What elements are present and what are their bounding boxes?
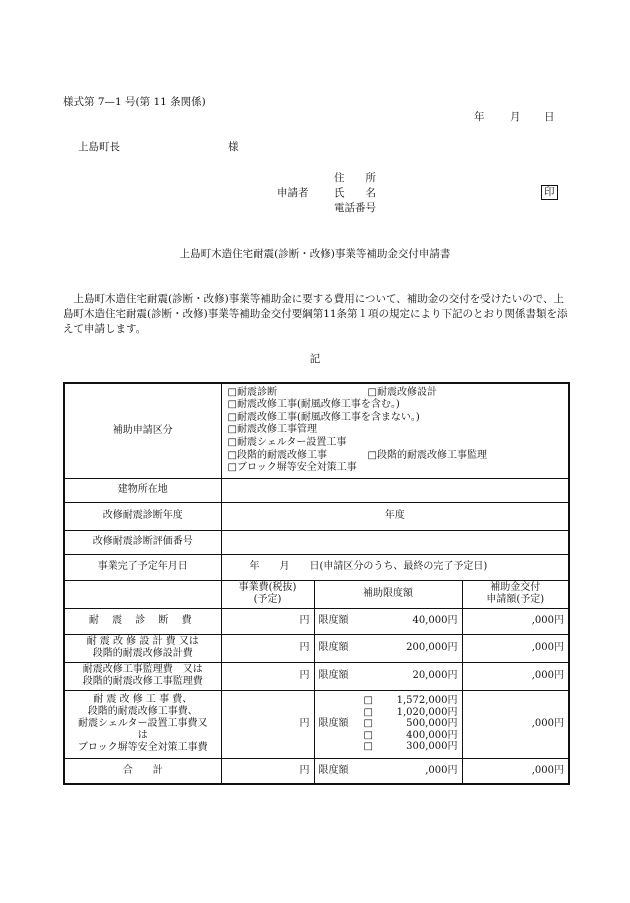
body-paragraph: 上島町木造住宅耐震(診断・改修)事業等補助金に要する費用について、補助金の交付を受けたいので、上島町木造住宅耐震(診断・改修)事業等補助金交付要綱第11条第１項の規定により下記のとおり関係書類を添えて申請します。 <box>63 293 568 335</box>
limit-tier[interactable] <box>364 730 458 742</box>
applicant-label: 申請者 <box>277 187 309 199</box>
tier-value: 400,000円 <box>406 729 458 741</box>
limit-label: 限度額 <box>318 642 349 653</box>
row-name-line: は <box>137 730 148 741</box>
category-options <box>221 383 569 478</box>
tier-checkbox[interactable]: □ <box>363 695 373 707</box>
tier-checkbox[interactable]: □ <box>363 706 373 718</box>
date-year-label: 年 <box>474 111 485 123</box>
cost-cell[interactable]: 円 <box>221 690 314 758</box>
limit-cell <box>314 634 462 662</box>
works-row <box>64 690 569 758</box>
limit-label: 限度額 <box>318 764 349 776</box>
limit-value: 40,000円 <box>412 615 458 626</box>
name-label: 氏 名 <box>334 187 376 199</box>
category-label: 補助申請区分 <box>64 383 221 478</box>
row-name <box>64 634 221 662</box>
limit-tier[interactable] <box>364 741 458 753</box>
application-table <box>63 382 570 785</box>
row-name-line: 耐震改修工事監理費 又は <box>82 664 203 675</box>
row-name-line: 段階的耐震改修設計費 <box>92 648 193 659</box>
option-shelter[interactable]: □耐震シェルター設置工事 <box>227 437 347 449</box>
category-row <box>64 383 569 478</box>
eval-no-field[interactable] <box>221 530 569 554</box>
col-cost-label: 事業費(税抜) <box>238 582 297 593</box>
row-name-line: 耐 震 改 修 設 計 費 又は <box>86 636 199 647</box>
limit-cell <box>314 608 462 634</box>
row-name-line: 耐震シェルター設置工事費又 <box>78 718 208 729</box>
completion-label: 事業完了予定年月日 <box>64 554 221 580</box>
tier-checkbox[interactable]: □ <box>363 729 373 741</box>
col-cost-header <box>221 580 314 608</box>
completion-field[interactable]: 年 月 日(申請区分のうち、最終の完了予定日) <box>221 554 569 580</box>
limit-cell <box>314 690 462 758</box>
table-row <box>64 608 569 634</box>
ki-heading: 記 <box>309 353 321 365</box>
tier-value: 500,000円 <box>406 718 458 730</box>
option-works-management[interactable]: □耐震改修工事管理 <box>227 424 317 436</box>
col-limit-header: 補助限度額 <box>314 580 462 608</box>
apply-cell[interactable]: ,000円 <box>462 608 569 634</box>
eval-no-label: 改修耐震診断評価番号 <box>64 530 221 554</box>
row-name-line: 段階的耐震改修工事監理費 <box>82 676 203 687</box>
tier-checkbox[interactable]: □ <box>363 718 373 730</box>
tier-value: 300,000円 <box>406 741 458 753</box>
total-limit-value: ,000円 <box>425 764 458 776</box>
limit-value: 20,000円 <box>412 670 458 681</box>
option-diagnosis[interactable]: □耐震診断 <box>227 386 277 398</box>
row-name: 耐 震 診 断 費 <box>64 608 221 634</box>
location-label: 建物所在地 <box>64 478 221 502</box>
total-limit-cell <box>314 758 462 784</box>
tier-checkbox[interactable]: □ <box>363 741 373 753</box>
option-block-wall[interactable]: □ブロック塀等安全対策工事 <box>227 462 357 474</box>
cost-cell[interactable]: 円 <box>221 634 314 662</box>
col-apply-label: 補助金交付 <box>490 582 541 593</box>
seal-mark: 印 <box>541 185 558 200</box>
location-field[interactable] <box>221 478 569 502</box>
apply-cell[interactable]: ,000円 <box>462 662 569 690</box>
option-works-with-wind[interactable]: □耐震改修工事(耐風改修工事を含む。) <box>227 399 400 411</box>
option-design[interactable]: □耐震改修設計 <box>367 386 437 398</box>
apply-cell[interactable]: ,000円 <box>462 690 569 758</box>
option-staged-supervision[interactable]: □段階的耐震改修工事監理 <box>367 449 487 461</box>
limit-tier[interactable] <box>364 707 458 719</box>
tier-value: 1,572,000円 <box>396 695 458 707</box>
row-name-line: 段階的耐震改修工事費、 <box>87 706 198 717</box>
form-number: 様式第 7—1 号(第 11 条関係) <box>63 96 206 108</box>
apply-cell[interactable]: ,000円 <box>462 634 569 662</box>
address-label: 住 所 <box>334 172 376 184</box>
col-apply-sub: 申請額(予定) <box>486 594 545 605</box>
phone-label: 電話番号 <box>334 202 376 214</box>
cost-cell[interactable]: 円 <box>221 662 314 690</box>
limit-cell <box>314 662 462 690</box>
limit-label: 限度額 <box>318 670 349 681</box>
limit-label: 限度額 <box>318 615 349 626</box>
works-row-name <box>64 690 221 758</box>
column-header-row <box>64 580 569 608</box>
tier-value: 1,020,000円 <box>396 706 458 718</box>
col-apply-header <box>462 580 569 608</box>
option-works-without-wind[interactable]: □耐震改修工事(耐風改修工事を含まない。) <box>227 411 420 423</box>
row-name <box>64 662 221 690</box>
limit-tier[interactable] <box>364 695 458 707</box>
header-blank <box>64 580 221 608</box>
diag-year-field[interactable]: 年度 <box>221 502 569 530</box>
option-staged-works[interactable]: □段階的耐震改修工事 <box>227 449 327 461</box>
limit-value: 200,000円 <box>406 642 458 653</box>
document-title: 上島町木造住宅耐震(診断・改修)事業等補助金交付申請書 <box>179 248 451 260</box>
limit-tier[interactable] <box>364 718 458 730</box>
total-label: 合 計 <box>64 758 221 784</box>
row-name-line: ブロック塀等安全対策工事費 <box>77 742 208 753</box>
table-row <box>64 662 569 690</box>
row-name-line: 耐 震 改 修 工 事 費、 <box>93 694 193 705</box>
total-row <box>64 758 569 784</box>
cost-cell[interactable]: 円 <box>221 608 314 634</box>
addressee-honorific: 様 <box>228 141 239 153</box>
date-day-label: 日 <box>544 111 555 123</box>
table-row <box>64 634 569 662</box>
addressee: 上島町長 <box>78 141 120 153</box>
col-cost-sub: (予定) <box>253 594 282 605</box>
date-month-label: 月 <box>510 111 521 123</box>
diag-year-label: 改修耐震診断年度 <box>64 502 221 530</box>
total-cost-cell[interactable]: 円 <box>221 758 314 784</box>
total-apply-cell[interactable]: ,000円 <box>462 758 569 784</box>
limit-label: 限度額 <box>318 718 349 729</box>
